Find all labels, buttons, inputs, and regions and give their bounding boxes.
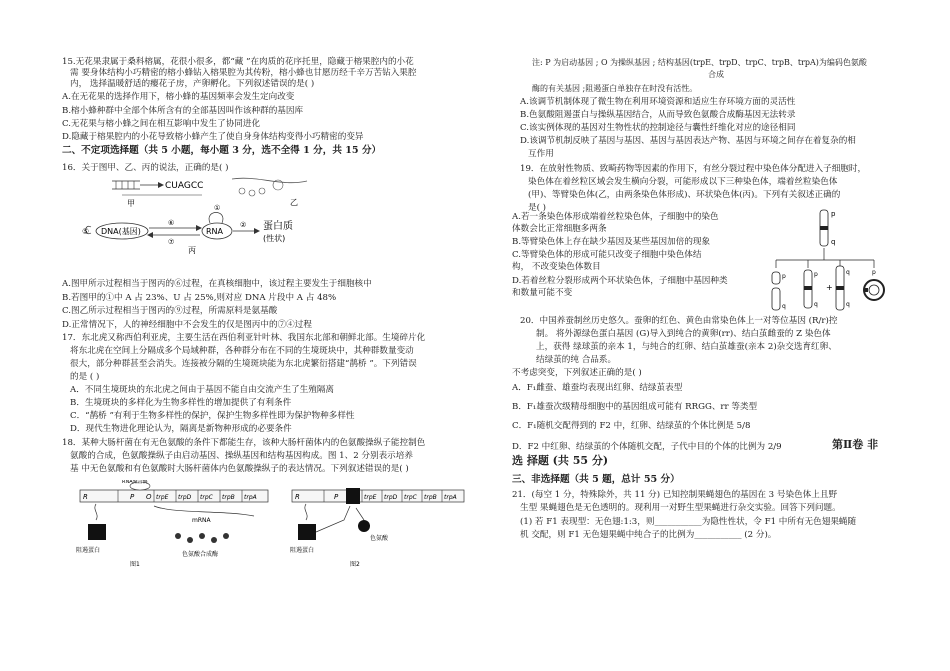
q18-line: 基 中无色氨酸和有色氨酸时大肠杆菌体内色氨酸操纵子的表达情况。下列叙述错误的是( ): [70, 464, 409, 474]
num-6: ⑥: [168, 219, 175, 227]
trait-label: (性状): [263, 234, 286, 243]
q16-option-c: C.图乙所示过程相当于图丙的⑨过程，所需原料是氨基酸: [62, 306, 278, 316]
q17-option-a: A．不同生境斑块的东北虎之间由于基因不能自由交流产生了生殖隔离: [70, 385, 335, 395]
num-8: ①: [214, 204, 221, 212]
label-yi: 乙: [290, 198, 298, 207]
arm-q: q: [846, 269, 850, 276]
operon-fig1: [76, 480, 268, 568]
rna-polymerase-label: RNA聚合酶: [122, 480, 148, 485]
num-5: ⑤: [82, 227, 90, 236]
q19-option-d-cont: 和数量可能不变: [512, 288, 573, 298]
arm-p: p: [872, 269, 876, 276]
q16-option-d: D.正常情况下，人的神经细胞中不会发生的仅是图丙中的⑦④过程: [62, 320, 312, 330]
q15-line: 需 要身体结构小巧精密的榕小蜂钻入榕果腔为其传粉，榕小蜂也甘愿历经千辛万苦钻入果腔: [70, 68, 417, 78]
arm-q: q: [846, 301, 850, 308]
q18-figures: [74, 480, 469, 570]
enzymes-label: 色氨酸合成酶: [182, 551, 219, 558]
q16-option-a: A.图甲所示过程相当于图丙的⑥过程，在真核细胞中，该过程主要发生于细胞核中: [62, 279, 372, 289]
q21-line: 机 交配，则 F1 无色翅果蝇中纯合子的比例为___________ (2 分)。: [520, 530, 777, 540]
label-bing: 丙: [188, 246, 196, 255]
repressor-block: [298, 524, 316, 540]
q18-line: 氨酸的合成，色氨酸操纵子由启动基因、操纵基因和结构基因构成。图 1、2 分别表示培养: [70, 451, 413, 461]
mrna-seq: CUAGCC: [165, 181, 204, 191]
q15-option-c: C.无花果与榕小蜂之间在相互影响中发生了协同进化: [62, 119, 261, 129]
gene-trpc: trpC: [200, 494, 213, 501]
q21-line: 21．(每空 1 分，特殊除外，共 11 分) 已知控制果蝇翅色的基因在 3 号染色体上且野: [512, 490, 838, 500]
q21-line: (1) 若 F1 表现型：无色翅:1:3，则___________为隐性性状，令 F1 中所有无色翅果蝇随: [520, 517, 857, 527]
gene-p: P: [130, 493, 135, 501]
q19-line: (甲)、等臂染色体(乙，由两条染色体形成)、环状染色体(丙)。下列有关叙述正确的: [528, 190, 841, 200]
q18-note-line: 酶的有关基因 ;阻遏蛋白单独存在时没有活性。: [532, 84, 698, 93]
q19-line: 染色体在着丝粒区域会发生横向分裂，可能形成以下三种染色体，端着丝粒染色体: [528, 177, 838, 187]
q20-line: 结绿茧的纯 合品系。: [536, 355, 617, 365]
q18-option-a: A.该调节机制体现了微生物在利用环境资源和适应生存环境方面的灵活性: [520, 97, 796, 107]
arm-q: q: [814, 301, 818, 308]
num-7: ⑦: [168, 238, 175, 246]
q17-option-d: D．现代生物进化理论认为，隔离是新物种形成的必要条件: [70, 424, 292, 434]
gene-trpa: trpA: [244, 494, 257, 501]
rna-label: RNA: [206, 227, 224, 236]
q18-option-d-cont: 互作用: [528, 149, 554, 159]
q20-line: 上，获得 绿球茧的亲本 1，与纯合的红卵、结白茧雄蚕(亲本 2)杂交选育红卵、: [536, 342, 837, 352]
gene-trpb: trpB: [424, 494, 437, 501]
operon-fig2: [290, 488, 464, 568]
q17-line: 的是 ( ): [70, 372, 100, 382]
arm-p: p: [782, 273, 786, 280]
q16-figure: [82, 175, 382, 275]
mrna-label: mRNA: [192, 517, 211, 524]
q19-option-b: B.等臂染色体上存在缺少基因及某些基因加倍的现象: [512, 237, 711, 247]
gene-trpd: trpD: [384, 494, 398, 501]
tryptophan-dot: [358, 520, 370, 532]
gene-p: P: [334, 493, 339, 501]
q19-option-a-cont: 体数会比正常细胞多两条: [512, 224, 607, 234]
gene-r: R: [295, 493, 300, 501]
q20-line: 20．中国养蚕制丝历史悠久。蚕卵的红色、黄色由常染色体上一对等位基因 (R/r)控: [520, 316, 838, 326]
gene-trpe: trpE: [364, 494, 377, 501]
q18-note-line: 合成: [708, 70, 724, 79]
tryptophan-label: 色氨酸: [370, 535, 389, 542]
q18-option-c: C.该实例体现的基因对生物性状的控制途径与囊性纤维化对应的途径相同: [520, 123, 796, 133]
label-jia: 甲: [127, 199, 135, 208]
fig-jia: [112, 181, 203, 208]
fig1-caption: 图1: [130, 561, 140, 568]
q15-option-a: A.在无花果的选择作用下，榕小蜂的基因频率会发生定向改变: [62, 92, 295, 102]
fig2-caption: 图2: [350, 561, 360, 568]
q17-line: 很大，部分种群甚至会消失。连接被分隔的生境斑块能为东北虎繁衍搭建“鹊桥 ”。下列错误: [70, 359, 417, 369]
q20-option-a: A．F₁雌蚕、雄蚕均表现出红卵、结绿茧表型: [512, 383, 683, 393]
arm-p: p: [831, 210, 836, 218]
gene-trpc: trpC: [404, 494, 417, 501]
q19-chromosome-figure: [764, 208, 914, 314]
section-3-heading: 三、非选择题（共 5 题，总计 55 分）: [512, 474, 680, 485]
part-2-heading: 第Ⅱ卷 非: [832, 438, 879, 451]
repressor-label: 阻遏蛋白: [290, 547, 315, 554]
gene-trpe: trpE: [156, 494, 169, 501]
q17-line: 将东北虎在空间上分隔成多个局域种群，各种群分布在不同的生境斑块中，其种群数量变动: [70, 346, 414, 356]
protein-label: 蛋白质: [263, 221, 293, 232]
fig-bing: [82, 204, 293, 255]
q20-option-d: D．F2 中红卵、结绿茧的个体随机交配，子代中目的个体的比例为 2/9: [512, 442, 782, 452]
q19-line: 是( ): [528, 203, 547, 213]
q16-stem: 16．关于图甲、乙、丙的说法，正确的是( ): [62, 163, 229, 173]
svg-text:+: +: [826, 283, 833, 292]
part-2-heading-cont: 选 择题 (共 55 分): [512, 454, 609, 467]
q18-option-b: B.色氨酸阻遏蛋白与操纵基因结合，从而导致色氨酸合成酶基因无法转录: [520, 110, 796, 120]
arm-q: q: [831, 238, 836, 246]
q21-line: 生型 果蝇翅色是无色透明的。现利用一对野生型果蝇进行杂交实验。回答下列问题。: [520, 503, 841, 513]
gene-trpa: trpA: [444, 494, 457, 501]
section-2-heading: 二、不定项选择题（共 5 小题，每小题 3 分，选不全得 1 分，共 15 分）: [62, 145, 382, 156]
gene-r: R: [83, 493, 88, 501]
q15-line: 内， 选择温暖舒适的瘿花子房，产卵孵化。下列叙述错误的是( ): [70, 79, 315, 89]
q19-option-c-cont: 构， 不改变染色体数目: [512, 262, 601, 272]
q17-option-b: B．生境斑块的多样化为生物多样性的增加提供了有利条件: [70, 398, 292, 408]
q20-line: 制。 将外源绿色蛋白基因 (G)导入到纯合的黄卵(rr)、结白茧雌蚕的 Z 染色体: [536, 329, 831, 339]
q19-line: 19．在放射性物质、致畸药物等因素的作用下，有丝分裂过程中染色体分配进入子细胞时，: [520, 164, 867, 174]
gene-o: O: [146, 493, 152, 501]
repressor-label: 阻遏蛋白: [76, 547, 101, 554]
q18-note-line: 注: P 为启动基因 ; O 为操纵基因 ; 结构基因(trpE、trpD、trpC、trpB、trpA)为编码色氨酸: [532, 58, 867, 67]
gene-trpb: trpB: [222, 494, 235, 501]
q18-line: 18．某种大肠杆菌在有无色氨酸的条件下都能生存，该种大肠杆菌体内的色氨酸操纵子能控制色: [62, 438, 426, 448]
q15-option-b: B.榕小蜂种群中全部个体所含有的全部基因叫作该种群的基因库: [62, 106, 304, 116]
fig-yi: [232, 178, 307, 207]
q17-line: 17．东北虎又称西伯利亚虎，主要生活在西伯利亚针叶林、我国东北部和朝鲜北部。生境碎片化: [62, 333, 426, 343]
gene-trpd: trpD: [178, 494, 192, 501]
q20-option-c: C．F₁随机交配得到的 F2 中，红卵、结绿茧的个体比例是 5/8: [512, 421, 751, 431]
q16-option-b: B.若图甲的①中 A 占 23%、U 占 25%,则对应 DNA 片段中 A 占 48%: [62, 293, 337, 303]
q19-option-d: D.若着丝粒分裂形成两个环状染色体，子细胞中基因种类: [512, 276, 728, 286]
dna-label: DNA(基因): [101, 227, 141, 236]
q19-option-c: C.等臂染色体的形成可能只改变子细胞中染色体结: [512, 250, 702, 260]
q20-line: 不考虑突变，下列叙述正确的是( ): [512, 368, 642, 378]
q19-option-a: A.若一条染色体形成端着丝粒染色体，子细胞中的染色: [512, 212, 719, 222]
arm-q: q: [782, 303, 786, 310]
q15-option-d: D.隐藏于榕果腔内的小花导致榕小蜂产生了使自身身体结构变得小巧精密的变异: [62, 132, 364, 142]
arm-p: p: [814, 271, 818, 278]
q20-option-b: B．F₁雄蚕次级精母细胞中的基因组成可能有 RRGG、rr 等类型: [512, 402, 758, 412]
q18-option-d: D.该调节机制反映了基因与基因、基因与基因表达产物、基因与环境之间存在着复杂的相: [520, 136, 856, 146]
repressor-block: [88, 524, 106, 540]
num-9: ②: [240, 221, 247, 229]
q17-option-c: C．“鹊桥 ”有利于生物多样性的保护，保护生物多样性即为保护物种多样性: [70, 411, 355, 421]
q15-line: 15.无花果隶属于桑科榕属，花很小很多，都“藏 ”在肉质的花序托里，隐藏于榕果腔内的小花: [62, 57, 414, 67]
bound-repressor: [346, 488, 360, 504]
